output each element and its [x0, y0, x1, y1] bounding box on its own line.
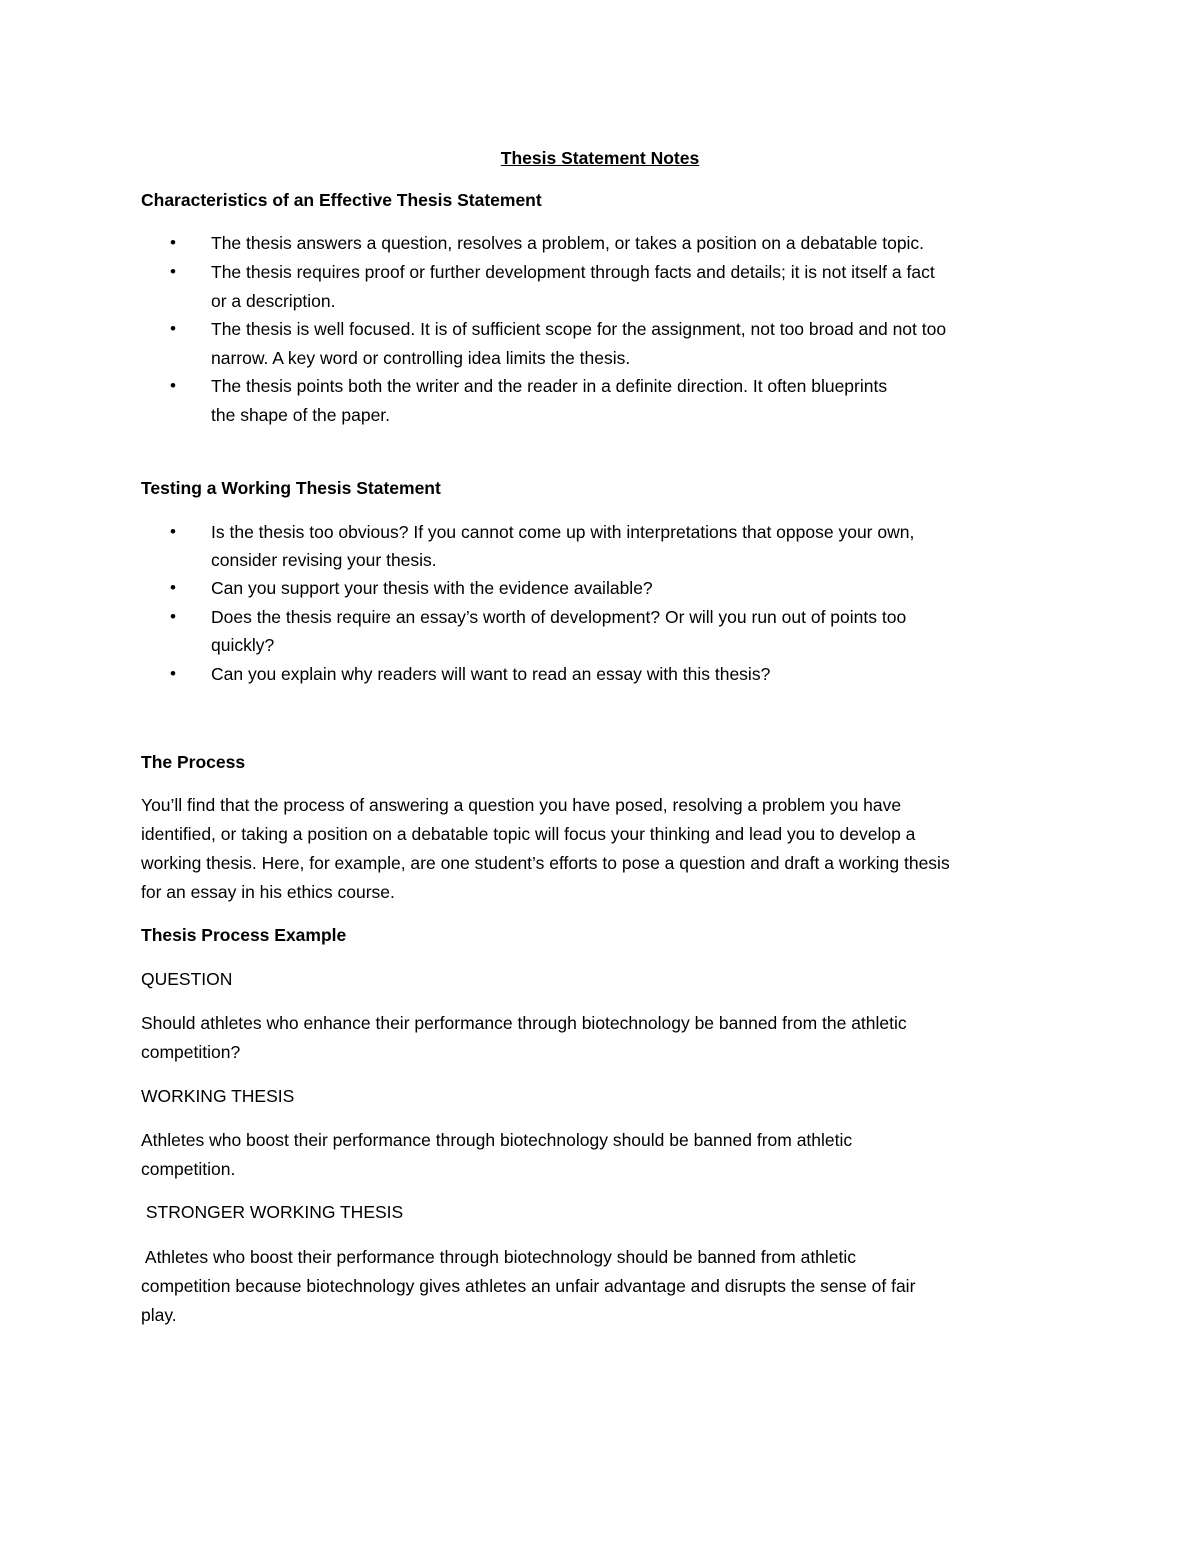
list-item: Is the thesis too obvious? If you cannot come up with interpretations that oppose your own, — [211, 522, 915, 542]
paragraph-line: for an essay in his ethics course. — [141, 882, 395, 902]
question-line: Should athletes who enhance their performance through biotechnology be banned from the athletic — [141, 1013, 907, 1033]
list-item: The thesis is well focused. It is of sufficient scope for the assignment, not too broad and not too — [211, 319, 947, 339]
section-heading-process: The Process — [141, 752, 246, 772]
bullet-icon: • — [170, 233, 176, 252]
list-item: Can you explain why readers will want to read an essay with this thesis? — [211, 664, 771, 684]
stronger-thesis-line: competition because biotechnology gives athletes an unfair advantage and disrupts the sense of fair — [141, 1276, 916, 1296]
bullet-icon: • — [170, 319, 176, 338]
section-heading-example: Thesis Process Example — [141, 925, 347, 945]
bullet-icon: • — [170, 607, 176, 626]
list-item-continuation: the shape of the paper. — [211, 405, 391, 425]
list-item: The thesis requires proof or further development through facts and details; it is not itself a fact — [211, 262, 935, 282]
bullet-icon: • — [170, 522, 176, 541]
list-item-continuation: quickly? — [211, 635, 275, 655]
working-thesis-line: competition. — [141, 1159, 236, 1179]
list-item: The thesis points both the writer and the reader in a definite direction. It often blueprints — [211, 376, 888, 396]
stronger-thesis-line: play. — [141, 1305, 177, 1325]
list-item-continuation: consider revising your thesis. — [211, 550, 437, 570]
bullet-icon: • — [170, 376, 176, 395]
question-line: competition? — [141, 1042, 241, 1062]
label-working-thesis: WORKING THESIS — [141, 1086, 295, 1106]
list-item: Can you support your thesis with the evidence available? — [211, 578, 653, 598]
working-thesis-line: Athletes who boost their performance through biotechnology should be banned from athletic — [141, 1130, 853, 1150]
page-title: Thesis Statement Notes — [500, 148, 700, 168]
bullet-icon: • — [170, 664, 176, 683]
list-item: Does the thesis require an essay’s worth of development? Or will you run out of points too — [211, 607, 907, 627]
section-heading-testing: Testing a Working Thesis Statement — [141, 478, 441, 498]
label-question: QUESTION — [141, 969, 233, 989]
list-item-continuation: narrow. A key word or controlling idea limits the thesis. — [211, 348, 631, 368]
label-stronger-working-thesis: STRONGER WORKING THESIS — [141, 1202, 404, 1222]
list-item-continuation: or a description. — [211, 291, 336, 311]
paragraph-line: working thesis. Here, for example, are one student’s efforts to pose a question and draft a working thesis — [141, 853, 950, 873]
bullet-icon: • — [170, 578, 176, 597]
list-item: The thesis answers a question, resolves a problem, or takes a position on a debatable topic. — [211, 233, 925, 253]
bullet-icon: • — [170, 262, 176, 281]
section-heading-characteristics: Characteristics of an Effective Thesis Statement — [141, 190, 542, 210]
paragraph-line: You’ll find that the process of answering a question you have posed, resolving a problem you have — [141, 795, 902, 815]
stronger-thesis-line: Athletes who boost their performance through biotechnology should be banned from athletic — [141, 1247, 857, 1267]
paragraph-line: identified, or taking a position on a debatable topic will focus your thinking and lead you to develop a — [141, 824, 916, 844]
